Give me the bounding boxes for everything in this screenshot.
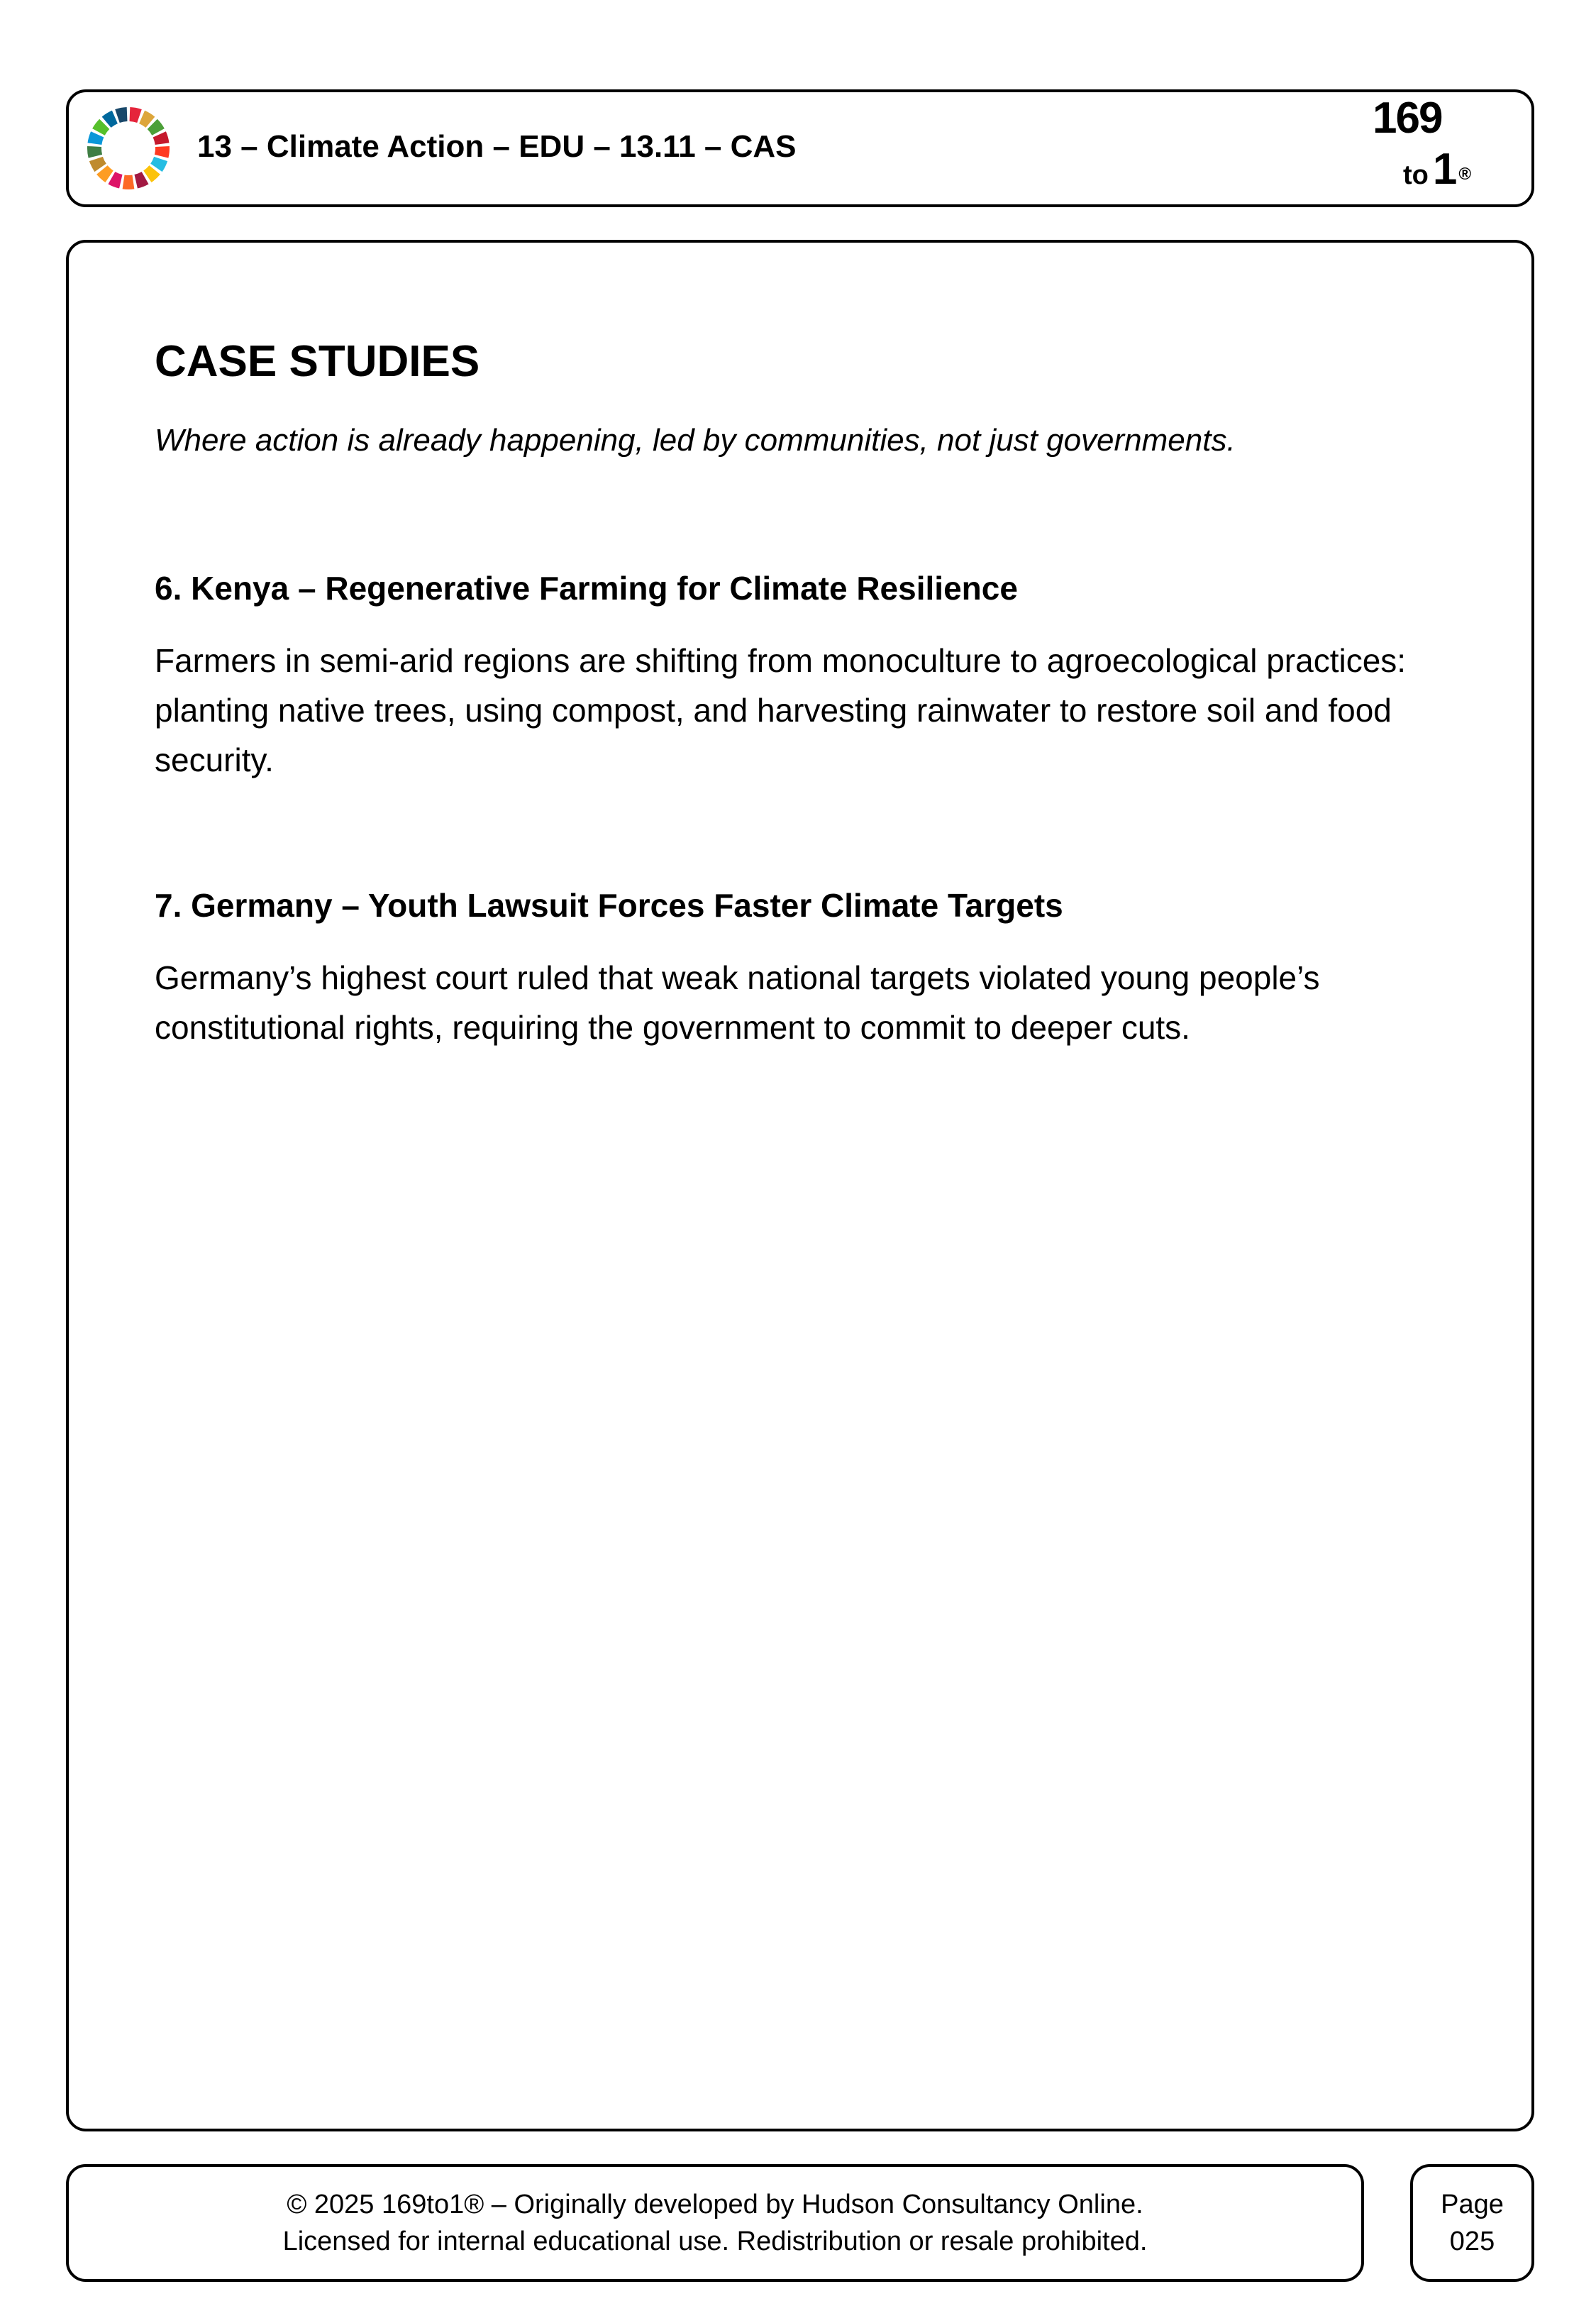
case-heading: 6. Kenya – Regenerative Farming for Climate Resilience xyxy=(155,570,1018,607)
page-subtitle: Where action is already happening, led by communities, not just governments. xyxy=(155,423,1236,458)
footer-copyright xyxy=(66,2164,1364,2282)
brand-169: 169 xyxy=(1373,94,1442,143)
case-body: Germany’s highest court ruled that weak national targets violated young people’s constitutional rights, requiring the government to commit to deeper cuts. xyxy=(155,959,1320,1046)
sdg-wheel-segment xyxy=(123,175,135,189)
brand-registered-mark: ® xyxy=(1458,164,1472,184)
footer-line-2: Licensed for internal educational use. Redistribution or resale prohibited. xyxy=(282,2227,1148,2256)
footer-line-1: © 2025 169to1® – Originally developed by Hudson Consultancy Online. xyxy=(287,2190,1143,2219)
page-title: CASE STUDIES xyxy=(155,337,480,386)
page-number: 025 xyxy=(1449,2227,1495,2256)
page-label: Page xyxy=(1441,2190,1504,2219)
sdg-wheel-segment xyxy=(155,146,170,158)
brand-to: to xyxy=(1403,160,1429,190)
brand-to-one xyxy=(1403,146,1471,204)
sdg-wheel-segment xyxy=(87,146,102,158)
sdg-wheel-segment xyxy=(130,107,142,123)
sdg-wheel-logo xyxy=(85,105,172,192)
case-body: Farmers in semi-arid regions are shifting from monoculture to agroecological practices: planting native trees, using compost, and harvesting rainwater to restore soil and food security. xyxy=(155,642,1407,778)
case-heading: 7. Germany – Youth Lawsuit Forces Faster Climate Targets xyxy=(155,887,1063,924)
content-panel xyxy=(66,240,1534,2131)
page-number-box xyxy=(1410,2164,1534,2282)
sdg-wheel-segment xyxy=(115,107,127,123)
brand-one: 1 xyxy=(1432,145,1458,194)
header-title: 13 – Climate Action – EDU – 13.11 – CAS xyxy=(197,129,797,164)
